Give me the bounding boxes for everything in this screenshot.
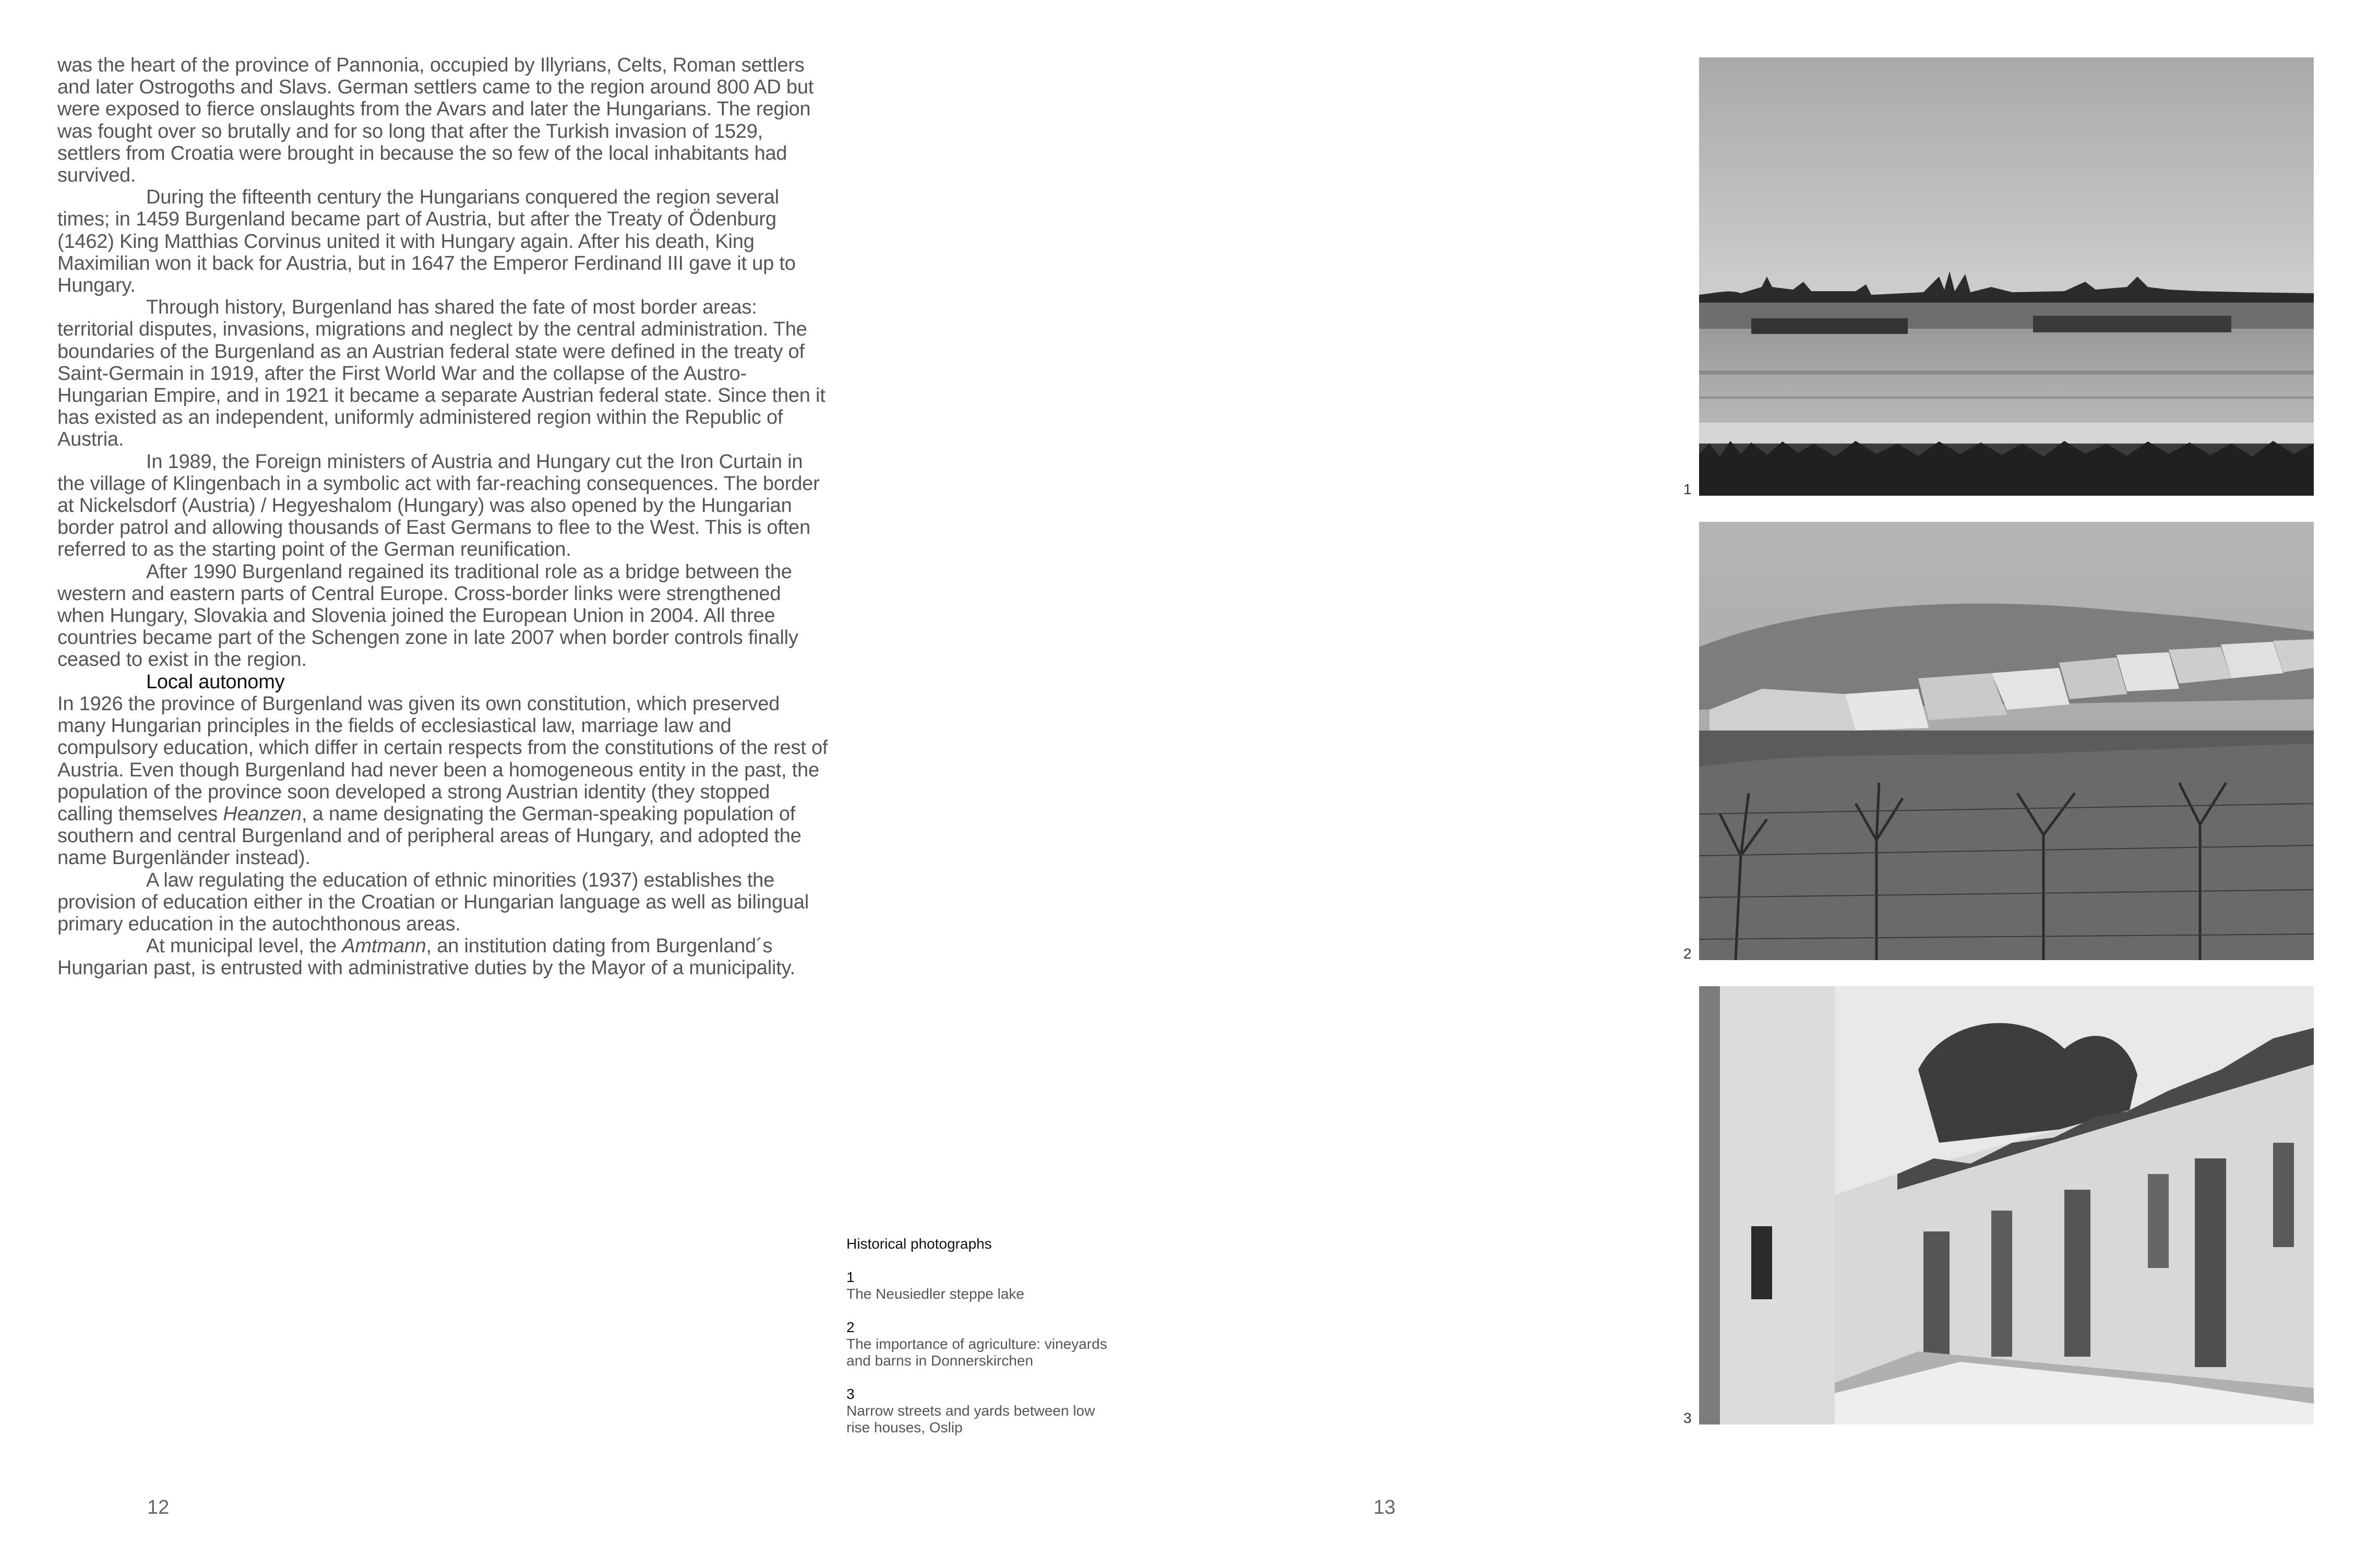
paragraph-6-text-b: , a name designating the German-speaking population of southern and central Burgenland and of peripheral areas of Hungary, and adopted the name Burgenländer instead). xyxy=(57,803,802,869)
body-text-column xyxy=(57,54,830,979)
paragraph-8 xyxy=(57,935,830,979)
caption-item xyxy=(846,1269,1118,1302)
photo-vineyards-barns xyxy=(1699,522,2314,960)
photo-label-3: 3 xyxy=(1683,1410,1692,1426)
paragraph-7: A law regulating the education of ethnic minorities (1937) establishes the provision of education either in the Croatian or Hungarian language as well as bilingual primary education in the autochthonous areas. xyxy=(57,869,809,935)
paragraph-2: During the fifteenth century the Hungarians conquered the region several times; in 1459 Burgenland became part of Austria, but after the Treaty of Ödenburg (1462) King Matthias Corvinus united it with Hungary again. After his death, King Maximilian won it back for Austria, but in 1647 the Emperor Ferdinand III gave it up to Hungary. xyxy=(57,186,796,297)
photo-steppe-lake xyxy=(1699,57,2314,496)
paragraph-8-text-a: At municipal level, the xyxy=(146,935,342,957)
paragraph-6-term: Heanzen xyxy=(223,803,302,825)
caption-item xyxy=(846,1319,1118,1369)
photo-narrow-street-oslip xyxy=(1699,986,2314,1425)
page-number-right: 13 xyxy=(1373,1497,1396,1518)
caption-number: 3 xyxy=(846,1386,855,1402)
page-number-left: 12 xyxy=(147,1497,170,1518)
paragraph-4: In 1989, the Foreign ministers of Austria and Hungary cut the Iron Curtain in the village of Klingenbach in a symbolic act with far-reaching consequences. The border at Nickelsdorf (Austria) / Hegyeshalom (Hungary) was also opened by the Hungarian border patrol and allowing thousands of East Germans to flee to the West. This is often referred to as the starting point of the German reunification. xyxy=(57,450,820,561)
paragraph-3: Through history, Burgenland has shared the fate of most border areas: territorial disputes, invasions, migrations and neglect by the central administration. The boundaries of the Burgenland as an Austrian federal state were defined in the treaty of Saint-Germain in 1919, after the First World War and the collapse of the Austro-Hungarian Empire, and in 1921 it became a separate Austrian federal state. Since then it has existed as an independent, uniformly administered region within the Republic of Austria. xyxy=(57,296,826,451)
caption-number: 2 xyxy=(846,1319,855,1335)
captions-heading: Historical photographs xyxy=(846,1236,992,1252)
paragraph-6 xyxy=(57,693,830,869)
photo-captions xyxy=(846,1236,1118,1453)
caption-text: Narrow streets and yards between low rise houses, Oslip xyxy=(846,1403,1095,1435)
paragraph-1: was the heart of the province of Pannonia, occupied by Illyrians, Celts, Roman settlers and later Ostrogoths and Slavs. German settlers came to the region around 800 AD but were exposed to fierce onslaughts from the Avars and later the Hungarians. The region was fought over so brutally and for so long that after the Turkish invasion of 1529, settlers from Croatia were brought in because the so few of the local inhabitants had survived. xyxy=(57,54,814,187)
photo-label-1: 1 xyxy=(1683,481,1692,497)
caption-number: 1 xyxy=(846,1269,855,1285)
caption-item xyxy=(846,1386,1118,1436)
section-heading-local-autonomy: Local autonomy xyxy=(146,671,285,693)
paragraph-8-text-b: , an institution dating from Burgenland´s Hungarian past, is entrusted with administrative duties by the Mayor of a municipality. xyxy=(57,935,795,979)
paragraph-6-text-a: In 1926 the province of Burgenland was given its own constitution, which preserved many Hungarian principles in the fields of ecclesiastical law, marriage law and compulsory education, which differ in certain respects from the constitutions of the rest of Austria. Even though Burgenland had never been a homogeneous entity in the past, the population of the province soon developed a strong Austrian identity (they stopped calling themselves xyxy=(57,692,828,825)
caption-text: The importance of agriculture: vineyards and barns in Donnerskirchen xyxy=(846,1336,1107,1369)
caption-text: The Neusiedler steppe lake xyxy=(846,1286,1024,1302)
photo-label-2: 2 xyxy=(1683,945,1692,962)
paragraph-8-term: Amtmann xyxy=(342,935,426,957)
paragraph-5: After 1990 Burgenland regained its traditional role as a bridge between the western and eastern parts of Central Europe. Cross-border links were strengthened when Hungary, Slovakia and Slovenia joined the European Union in 2004. All three countries became part of the Schengen zone in late 2007 when border controls finally ceased to exist in the region. xyxy=(57,560,798,671)
